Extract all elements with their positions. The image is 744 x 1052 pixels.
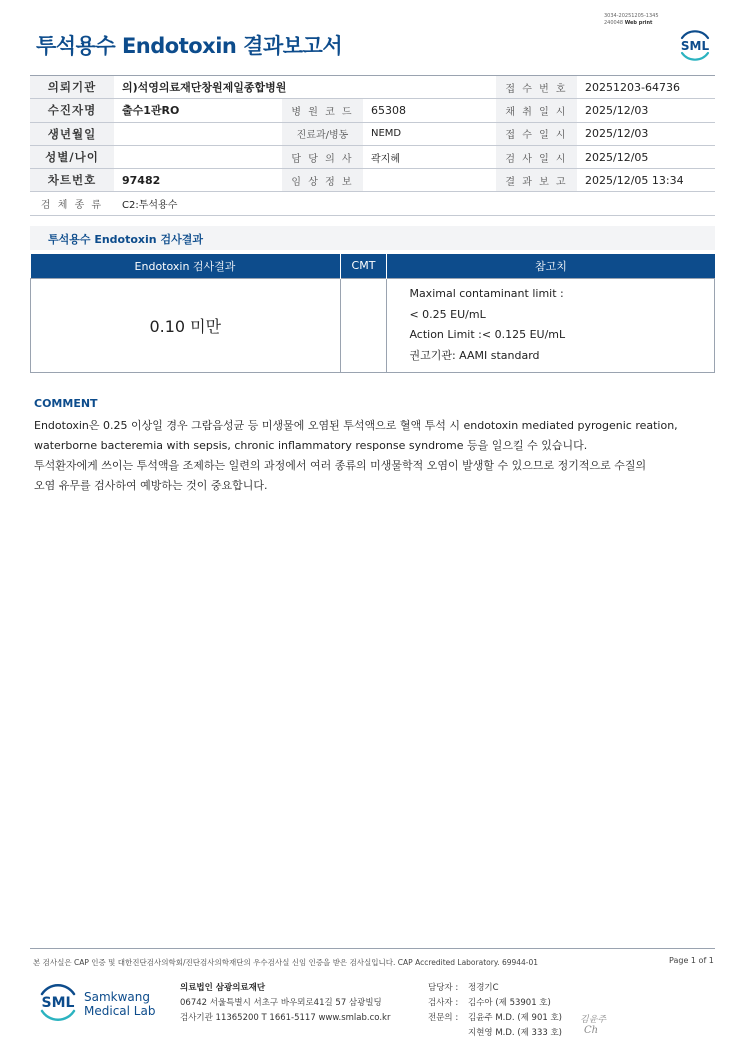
- label-patient-name: 수진자명: [30, 99, 114, 122]
- corporation-info: [180, 981, 390, 1026]
- reference-values: [387, 278, 715, 372]
- patient-info-table: [30, 75, 715, 216]
- info-row: [30, 145, 715, 168]
- value-patient-name: 출수1관RO: [114, 99, 282, 122]
- value-department: NEMD: [363, 122, 496, 145]
- info-row: [30, 122, 715, 145]
- label-department: 진료과/병동: [282, 122, 363, 145]
- comment-line: 오염 유무를 검사하여 예방하는 것이 중요합니다.: [34, 479, 268, 492]
- footer-divider: [30, 948, 715, 949]
- value-requesting-org: 의)석영의료재단창원제일종합병원: [114, 76, 496, 99]
- label-result-report: 결 과 보 고: [496, 169, 577, 192]
- page-number: Page 1 of 1: [669, 956, 714, 965]
- value-doctor: 곽지혜: [363, 145, 496, 168]
- staff-row: 전문의 : 김윤주 M.D. (제 901 호): [428, 1013, 563, 1023]
- print-meta-line1: 3034-20251205-1345: [604, 13, 659, 19]
- value-sex-age: [114, 145, 282, 168]
- label-doctor: 담 당 의 사: [282, 145, 363, 168]
- signature-2: Ch: [584, 1025, 599, 1036]
- label-hospital-code: 병 원 코 드: [282, 99, 363, 122]
- corporation-contact: 검사기관 11365200 T 1661-5117 www.smlab.co.kr: [180, 1013, 391, 1023]
- staff-row: 검사자 : 김수아 (제 53901 호): [428, 998, 551, 1008]
- print-meta: [604, 13, 659, 26]
- label-requesting-org: 의뢰기관: [30, 76, 114, 99]
- label-birth-date: 생년월일: [30, 122, 114, 145]
- label-sex-age: 성별/나이: [30, 145, 114, 168]
- comment-line: Endotoxin은 0.25 이상일 경우 그람음성균 등 미생물에 오염된 투석액으로 혈액 투석 시 endotoxin mediated pyrogenic reation,: [34, 419, 678, 432]
- value-hospital-code: 65308: [363, 99, 496, 122]
- accreditation-note: 본 검사실은 CAP 인증 및 대한진단검사의학회/진단검사의학재단의 우수검사실 신임 인증을 받은 검사실입니다. CAP Accredited Laboratory. 69944-01: [33, 958, 539, 967]
- reference-line: Action Limit :< 0.125 EU/mL: [409, 328, 566, 341]
- corporation-name: 의료법인 삼광의료재단: [180, 983, 266, 993]
- svg-text:SML: SML: [41, 995, 75, 1011]
- header-cmt: CMT: [340, 254, 387, 278]
- comment-text: [34, 416, 714, 496]
- reference-line: Maximal contaminant limit :: [409, 287, 564, 300]
- comment-line: 투석환자에게 쓰이는 투석액을 조제하는 일련의 과정에서 여러 종류의 미생물학적 오염이 발생할 수 있으므로 정기적으로 수질의: [34, 459, 647, 472]
- staff-row: 담당자 : 정경기C: [428, 983, 499, 993]
- value-collection-date: 2025/12/03: [577, 99, 715, 122]
- label-specimen-type: 검 체 종 류: [30, 192, 114, 215]
- label-collection-date: 채 취 일 시: [496, 99, 577, 122]
- value-chart-number: 97482: [114, 169, 282, 192]
- section-title: 투석용수 Endotoxin 검사결과: [30, 226, 715, 250]
- results-table: [30, 254, 715, 373]
- info-row: [30, 76, 715, 99]
- info-row: [30, 192, 715, 215]
- print-meta-code: 240048: [604, 19, 624, 26]
- value-result-report: 2025/12/05 13:34: [577, 169, 715, 192]
- result-value: 0.10 미만: [31, 278, 341, 372]
- label-clinical-info: 임 상 정 보: [282, 169, 363, 192]
- staff-info: [428, 981, 562, 1041]
- comment-line: waterborne bacteremia with sepsis, chronic inflammatory response syndrome 등을 일으킬 수 있습니다.: [34, 439, 588, 452]
- brand-name: Samkwang Medical Lab: [84, 990, 156, 1018]
- info-row: [30, 169, 715, 192]
- header-result: Endotoxin 검사결과: [31, 254, 341, 278]
- cmt-value: [340, 278, 387, 372]
- label-test-date: 검 사 일 시: [496, 145, 577, 168]
- print-meta-label: Web print: [624, 19, 653, 26]
- value-receipt-number: 20251203-64736: [577, 76, 715, 99]
- label-receipt-number: 접 수 번 호: [496, 76, 577, 99]
- svg-text:SML: SML: [680, 39, 710, 53]
- header-reference: 참고치: [387, 254, 715, 278]
- label-chart-number: 차트번호: [30, 169, 114, 192]
- label-receipt-date: 접 수 일 시: [496, 122, 577, 145]
- report-title: 투석용수 Endotoxin 결과보고서: [36, 34, 343, 58]
- value-receipt-date: 2025/12/03: [577, 122, 715, 145]
- samkwang-logo-icon: [36, 980, 80, 1024]
- value-birth-date: [114, 122, 282, 145]
- value-test-date: 2025/12/05: [577, 145, 715, 168]
- reference-line: 권고기관: AAMI standard: [409, 348, 540, 362]
- staff-row: 지현영 M.D. (제 333 호): [468, 1028, 563, 1038]
- value-clinical-info: [363, 169, 496, 192]
- info-row: [30, 99, 715, 122]
- signature-1: 김윤주: [580, 1015, 607, 1025]
- value-specimen-type: C2:투석용수: [114, 192, 715, 215]
- reference-line: < 0.25 EU/mL: [409, 307, 486, 321]
- corporation-address: 06742 서울특별시 서초구 바우뫼로41길 57 삼광빌딩: [180, 998, 382, 1008]
- comment-title: COMMENT: [34, 397, 98, 410]
- sml-logo: [676, 26, 714, 64]
